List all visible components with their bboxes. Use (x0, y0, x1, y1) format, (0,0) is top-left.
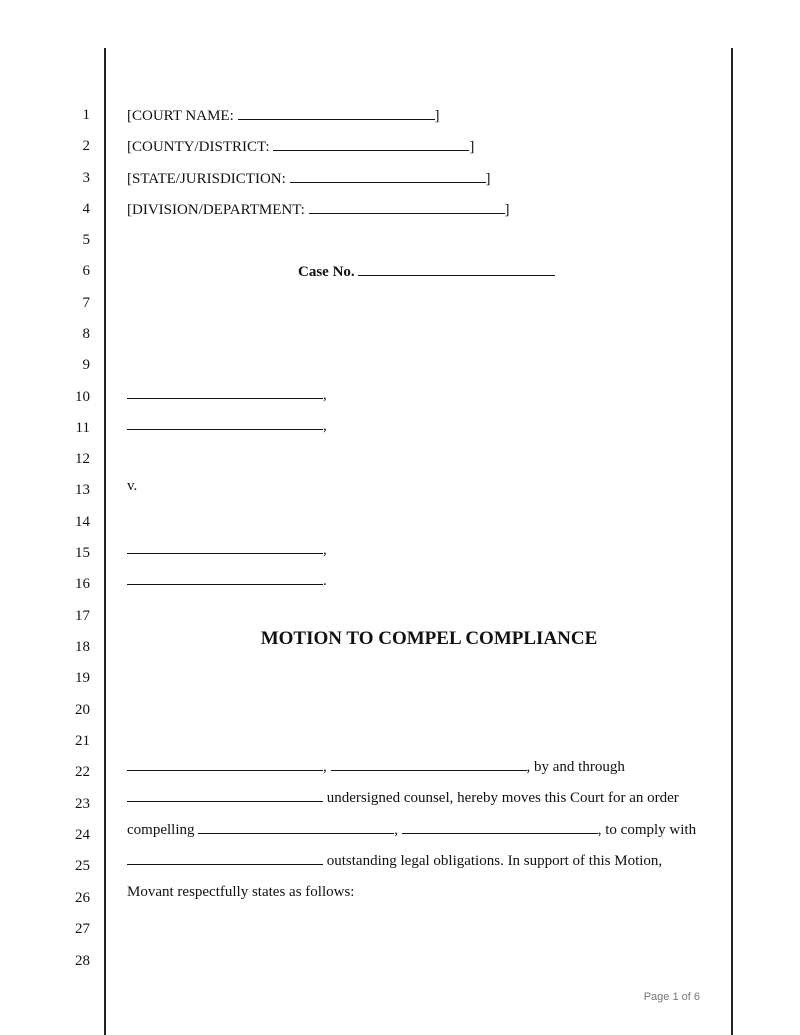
line-number: 2 (82, 138, 90, 154)
period: . (323, 573, 327, 589)
state-field[interactable] (290, 169, 486, 183)
body-text: , to comply with (597, 822, 697, 838)
plaintiff-field-2[interactable] (127, 416, 323, 430)
case-number-line (298, 262, 555, 281)
line-number: 26 (75, 890, 90, 906)
court-name-label: [COURT NAME: (127, 108, 234, 124)
line-number: 17 (75, 608, 90, 624)
line-number: 22 (75, 764, 90, 780)
line-number: 19 (75, 670, 90, 686)
line-number: 1 (82, 107, 90, 123)
left-margin-rule (104, 48, 106, 1035)
line-number: 4 (82, 201, 90, 217)
line-number: 14 (75, 514, 90, 530)
line-number: 13 (75, 482, 90, 498)
line-number: 3 (82, 170, 90, 186)
plaintiff-field-1[interactable] (127, 385, 323, 399)
plaintiff-line-2 (127, 416, 327, 435)
body-line-23 (127, 788, 679, 807)
page-indicator: Page 1 of 6 (643, 991, 700, 1003)
line-number: 25 (75, 858, 90, 874)
line-number: 27 (75, 921, 90, 937)
defendant-line-1 (127, 540, 327, 559)
case-no-label: Case No. (298, 264, 355, 280)
division-line (127, 200, 510, 219)
line-number: 7 (82, 295, 90, 311)
line-number: 10 (75, 389, 90, 405)
versus: v. (127, 478, 138, 494)
body-line-26: Movant respectfully states as follows: (127, 884, 355, 900)
line-number: 16 (75, 576, 90, 592)
county-line (127, 137, 474, 156)
line-number: 24 (75, 827, 90, 843)
line-number: 28 (75, 953, 90, 969)
court-name-line (127, 106, 440, 125)
line-number: 18 (75, 639, 90, 655)
close-bracket: ] (434, 108, 440, 124)
county-field[interactable] (273, 137, 469, 151)
defendant-field-2[interactable] (127, 571, 323, 585)
defendant-field-1[interactable] (127, 540, 323, 554)
counsel-field[interactable] (127, 788, 323, 802)
body-line-25 (127, 851, 662, 870)
right-margin-rule (731, 48, 733, 1035)
movant-name-field[interactable] (127, 757, 323, 771)
comma: , (394, 822, 398, 838)
line-number: 23 (75, 796, 90, 812)
body-line-24 (127, 820, 696, 839)
body-text: outstanding legal obligations. In support of this Motion, (326, 853, 663, 869)
body-text: compelling (127, 822, 195, 838)
state-label: [STATE/JURISDICTION: (127, 171, 286, 187)
division-field[interactable] (309, 200, 505, 214)
document-title: MOTION TO COMPEL COMPLIANCE (260, 628, 598, 649)
plaintiff-line-1 (127, 385, 327, 404)
line-number: 21 (75, 733, 90, 749)
close-bracket: ] (485, 171, 491, 187)
case-number-field[interactable] (358, 262, 555, 276)
close-bracket: ] (504, 202, 510, 218)
state-line (127, 169, 491, 188)
line-number: 15 (75, 545, 90, 561)
comma: , (323, 387, 327, 403)
line-number: 6 (82, 263, 90, 279)
court-name-field[interactable] (238, 106, 435, 120)
division-label: [DIVISION/DEPARTMENT: (127, 202, 305, 218)
line-number: 9 (82, 357, 90, 373)
close-bracket: ] (469, 139, 475, 155)
line-number: 20 (75, 702, 90, 718)
body-text: , by and through (526, 759, 625, 775)
respondent-possessive-field[interactable] (127, 851, 323, 865)
respondent-name-field[interactable] (198, 820, 394, 834)
respondent-role-field[interactable] (402, 820, 598, 834)
movant-role-field[interactable] (331, 757, 527, 771)
comma: , (323, 418, 327, 434)
line-number: 11 (75, 420, 90, 436)
body-line-22 (127, 757, 625, 776)
comma: , (323, 759, 327, 775)
line-number: 12 (75, 451, 90, 467)
line-number: 8 (82, 326, 90, 342)
line-number: 5 (82, 232, 90, 248)
body-text: undersigned counsel, hereby moves this Court for an order (326, 790, 679, 806)
comma: , (323, 542, 327, 558)
county-label: [COUNTY/DISTRICT: (127, 139, 270, 155)
defendant-line-2 (127, 571, 327, 590)
